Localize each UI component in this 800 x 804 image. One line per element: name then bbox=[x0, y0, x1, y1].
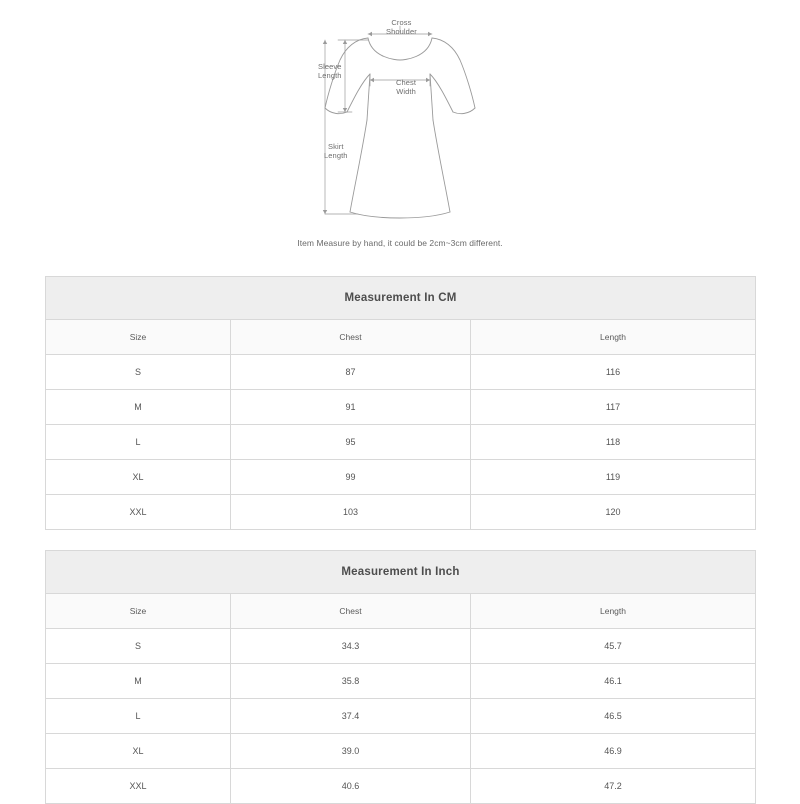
table-row bbox=[46, 699, 756, 734]
cell-length: 117 bbox=[471, 390, 756, 425]
left-sleeve-inner-path bbox=[347, 74, 370, 112]
cell-size: L bbox=[46, 425, 231, 460]
table-title-inch: Measurement In Inch bbox=[46, 551, 756, 594]
chest-width-arrow-left bbox=[370, 78, 374, 82]
cell-chest: 35.8 bbox=[231, 664, 471, 699]
cell-chest: 103 bbox=[231, 495, 471, 530]
label-cross-shoulder-line2: Shoulder bbox=[386, 27, 417, 36]
size-table-cm bbox=[45, 276, 756, 530]
cell-size: S bbox=[46, 355, 231, 390]
cell-size: XL bbox=[46, 734, 231, 769]
cell-chest: 95 bbox=[231, 425, 471, 460]
cell-size: M bbox=[46, 390, 231, 425]
column-header-size: Size bbox=[46, 320, 231, 355]
left-skirt-path bbox=[350, 120, 367, 212]
garment-diagram-area bbox=[0, 0, 800, 248]
cell-chest: 91 bbox=[231, 390, 471, 425]
sleeve-length-arrow-top bbox=[343, 40, 347, 44]
skirt-length-arrow-bottom bbox=[323, 210, 327, 214]
table-row bbox=[46, 734, 756, 769]
cell-length: 116 bbox=[471, 355, 756, 390]
cell-length: 119 bbox=[471, 460, 756, 495]
cell-chest: 87 bbox=[231, 355, 471, 390]
right-sleeve-inner-path bbox=[430, 74, 453, 112]
table-row bbox=[46, 664, 756, 699]
label-sleeve-length-line1: Sleeve bbox=[318, 62, 342, 71]
label-skirt-length-line2: Length bbox=[324, 151, 348, 160]
cell-chest: 99 bbox=[231, 460, 471, 495]
cell-size: S bbox=[46, 629, 231, 664]
column-header-size: Size bbox=[46, 594, 231, 629]
label-chest-width-line2: Width bbox=[396, 87, 416, 96]
table-title-row bbox=[46, 277, 756, 320]
table-row bbox=[46, 390, 756, 425]
cell-size: XXL bbox=[46, 495, 231, 530]
table-row bbox=[46, 355, 756, 390]
label-chest-width bbox=[396, 78, 416, 96]
cell-length: 120 bbox=[471, 495, 756, 530]
skirt-length-arrow-top bbox=[323, 40, 327, 44]
cell-length: 46.1 bbox=[471, 664, 756, 699]
label-skirt-length-line1: Skirt bbox=[328, 142, 344, 151]
cross-shoulder-arrow-right bbox=[428, 32, 432, 36]
right-sleeve-outer-path bbox=[432, 38, 475, 108]
cell-size: L bbox=[46, 699, 231, 734]
label-sleeve-length bbox=[318, 62, 342, 80]
column-header-length: Length bbox=[471, 594, 756, 629]
neckline-path bbox=[368, 38, 432, 60]
table-row bbox=[46, 495, 756, 530]
column-header-length: Length bbox=[471, 320, 756, 355]
table-row bbox=[46, 629, 756, 664]
table-row bbox=[46, 460, 756, 495]
right-cuff-path bbox=[453, 108, 475, 114]
left-bodice-path bbox=[367, 74, 370, 120]
table-column-header-row bbox=[46, 320, 756, 355]
table-column-header-row bbox=[46, 594, 756, 629]
cell-chest: 37.4 bbox=[231, 699, 471, 734]
table-title-cm: Measurement In CM bbox=[46, 277, 756, 320]
label-cross-shoulder bbox=[386, 18, 417, 36]
cell-length: 45.7 bbox=[471, 629, 756, 664]
cell-size: XL bbox=[46, 460, 231, 495]
cell-size: XXL bbox=[46, 769, 231, 804]
cell-chest: 40.6 bbox=[231, 769, 471, 804]
label-cross-shoulder-line1: Cross bbox=[391, 18, 412, 27]
right-bodice-path bbox=[430, 74, 433, 120]
label-sleeve-length-line2: Length bbox=[318, 71, 342, 80]
column-header-chest: Chest bbox=[231, 320, 471, 355]
cross-shoulder-arrow-left bbox=[368, 32, 372, 36]
table-title-row bbox=[46, 551, 756, 594]
right-skirt-path bbox=[433, 120, 450, 212]
cell-length: 46.9 bbox=[471, 734, 756, 769]
size-table-inch bbox=[45, 550, 756, 804]
label-chest-width-line1: Chest bbox=[396, 78, 417, 87]
chest-width-arrow-right bbox=[426, 78, 430, 82]
cell-chest: 39.0 bbox=[231, 734, 471, 769]
cell-length: 47.2 bbox=[471, 769, 756, 804]
table-row bbox=[46, 425, 756, 460]
sleeve-length-arrow-bottom bbox=[343, 108, 347, 112]
cell-chest: 34.3 bbox=[231, 629, 471, 664]
cell-length: 46.5 bbox=[471, 699, 756, 734]
measure-disclaimer-note: Item Measure by hand, it could be 2cm~3cm different. bbox=[297, 238, 503, 248]
hem-path bbox=[350, 212, 450, 218]
cell-length: 118 bbox=[471, 425, 756, 460]
dress-illustration bbox=[300, 2, 500, 230]
table-row bbox=[46, 769, 756, 804]
label-skirt-length bbox=[324, 142, 348, 160]
column-header-chest: Chest bbox=[231, 594, 471, 629]
cell-size: M bbox=[46, 664, 231, 699]
